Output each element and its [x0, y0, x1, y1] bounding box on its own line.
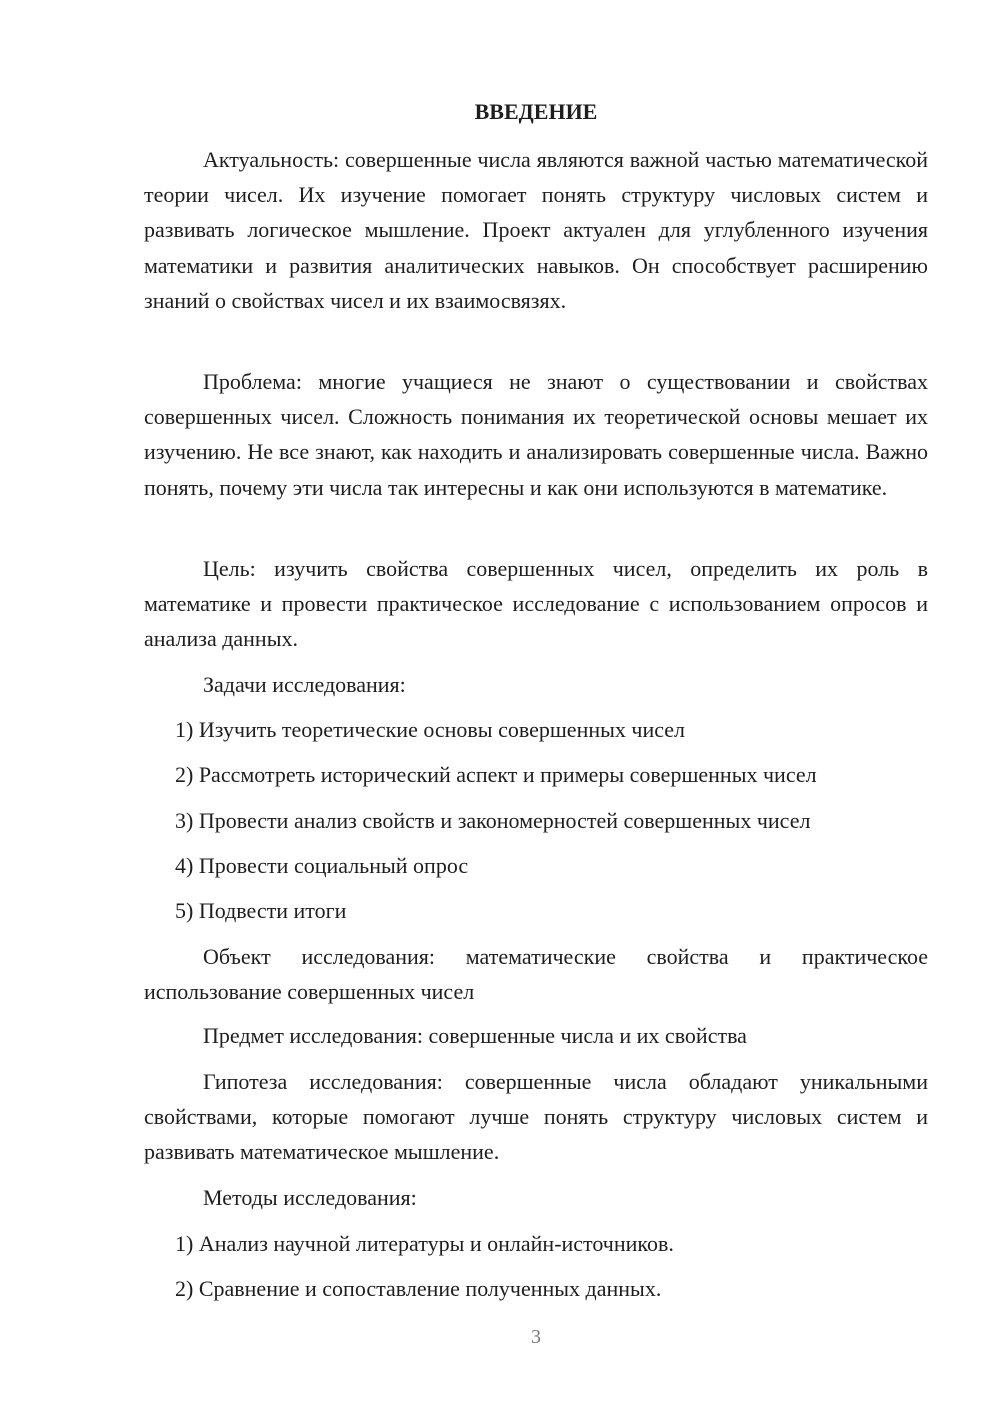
task-item: 2) Рассмотреть исторический аспект и примеры совершенных чисел — [175, 762, 817, 787]
subject-paragraph: Предмет исследования: совершенные числа и их свойства — [203, 1023, 747, 1048]
task-item: 3) Провести анализ свойств и закономерностей совершенных чисел — [175, 808, 811, 833]
object-paragraph: Объект исследования: математические свойства и практическое использование совершенных чисел — [144, 944, 928, 1005]
tasks-heading: Задачи исследования: — [203, 672, 406, 697]
task-item: 5) Подвести итоги — [175, 898, 347, 923]
relevance-paragraph: Актуальность: совершенные числа являются важной частью математической теории чисел. Их изучение помогает понять структуру числовых систем и развивать логическое мышление. Проект актуален для углубленного изучения математики и развития аналитических навыков. Он способствует расширению знаний о свойствах чисел и их взаимосвязях. — [144, 147, 928, 313]
page-number: 3 — [531, 1326, 541, 1348]
methods-heading: Методы исследования: — [203, 1185, 417, 1210]
task-item: 1) Изучить теоретические основы совершенных чисел — [175, 717, 686, 742]
section-title: ВВЕДЕНИЕ — [474, 99, 598, 124]
method-item: 1) Анализ научной литературы и онлайн-источников. — [175, 1231, 674, 1256]
problem-paragraph: Проблема: многие учащиеся не знают о существовании и свойствах совершенных чисел. Сложность понимания их теоретической основы мешает их изучению. Не все знают, как находить и анализировать совершенные числа. Важно понять, почему эти числа так интересны и как они используются в математике. — [144, 369, 928, 500]
hypothesis-paragraph: Гипотеза исследования: совершенные числа обладают уникальными свойствами, которые помогают лучше понять структуру числовых систем и развивать математическое мышление. — [144, 1069, 928, 1165]
method-item: 2) Сравнение и сопоставление полученных данных. — [175, 1276, 662, 1301]
task-item: 4) Провести социальный опрос — [175, 853, 469, 878]
goal-paragraph: Цель: изучить свойства совершенных чисел, определить их роль в математике и провести практическое исследование с использованием опросов и анализа данных. — [144, 556, 928, 652]
